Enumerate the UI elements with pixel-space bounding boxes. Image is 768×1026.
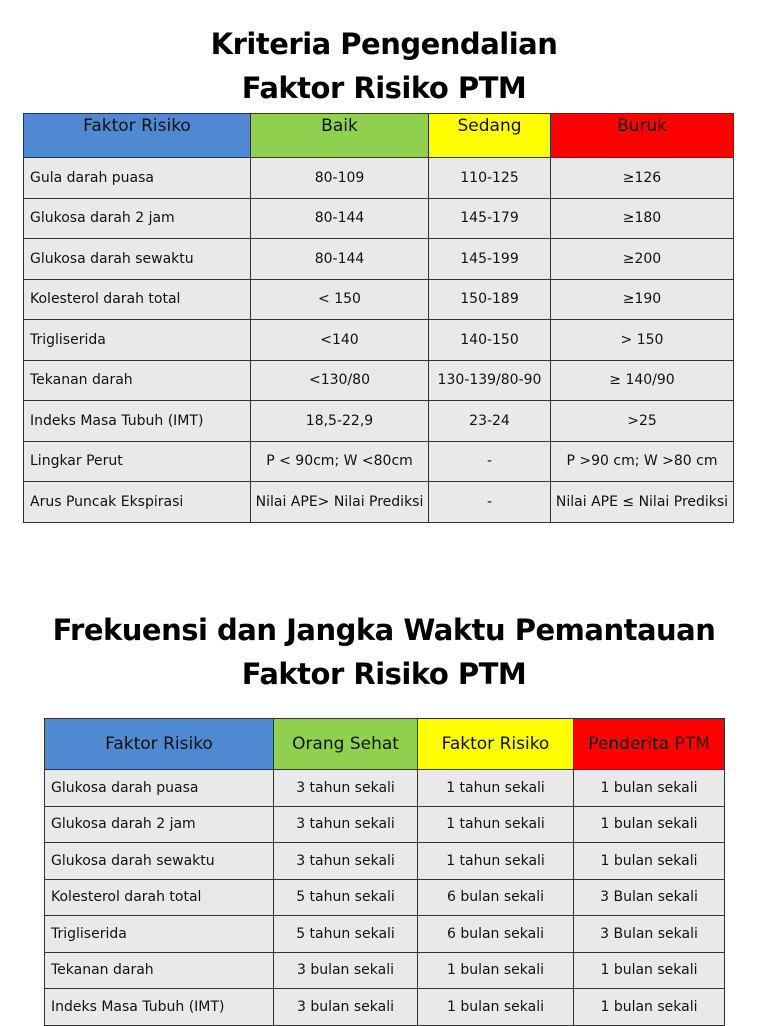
monitoring-cell-c1: 3 tahun sekali [274, 843, 418, 880]
criteria-cell-c1: < 150 [251, 279, 429, 320]
criteria-table-row [24, 320, 734, 361]
criteria-cell-c1: 80-144 [251, 239, 429, 280]
criteria-title-line2: Faktor Risiko PTM [241, 71, 527, 105]
criteria-cell-c1: <140 [251, 320, 429, 361]
monitoring-cell-c2: 1 bulan sekali [418, 952, 574, 989]
monitoring-header-at-risk: Faktor Risiko [418, 719, 574, 770]
criteria-table-row [24, 239, 734, 280]
criteria-cell-c2: 145-179 [429, 198, 551, 239]
criteria-table [23, 113, 734, 523]
monitoring-cell-factor: Glukosa darah puasa [45, 770, 274, 807]
monitoring-cell-c3: 3 Bulan sekali [574, 879, 725, 916]
criteria-cell-factor: Tekanan darah [24, 360, 251, 401]
criteria-cell-c2: 145-199 [429, 239, 551, 280]
criteria-cell-c1: Nilai APE> Nilai Prediksi [251, 482, 429, 523]
criteria-title-line1: Kriteria Pengendalian [210, 27, 558, 61]
monitoring-title-line2: Faktor Risiko PTM [241, 657, 527, 691]
criteria-cell-factor: Gula darah puasa [24, 158, 251, 199]
monitoring-cell-factor: Tekanan darah [45, 952, 274, 989]
criteria-cell-c2: 140-150 [429, 320, 551, 361]
criteria-table-row [24, 158, 734, 199]
criteria-cell-c3: ≥180 [551, 198, 734, 239]
criteria-cell-factor: Lingkar Perut [24, 441, 251, 482]
monitoring-table-row [45, 952, 725, 989]
monitoring-cell-c3: 1 bulan sekali [574, 952, 725, 989]
criteria-header-factor: Faktor Risiko [24, 114, 251, 158]
monitoring-cell-c2: 1 bulan sekali [418, 989, 574, 1026]
criteria-cell-c3: ≥190 [551, 279, 734, 320]
criteria-table-row [24, 279, 734, 320]
criteria-cell-c3: >25 [551, 401, 734, 442]
monitoring-header-row [45, 719, 725, 770]
criteria-cell-c1: 18,5-22,9 [251, 401, 429, 442]
criteria-cell-c3: > 150 [551, 320, 734, 361]
monitoring-cell-c3: 1 bulan sekali [574, 989, 725, 1026]
criteria-cell-factor: Glukosa darah 2 jam [24, 198, 251, 239]
criteria-cell-c2: - [429, 441, 551, 482]
criteria-cell-factor: Kolesterol darah total [24, 279, 251, 320]
monitoring-cell-c1: 3 tahun sekali [274, 770, 418, 807]
criteria-cell-c2: 150-189 [429, 279, 551, 320]
criteria-cell-c1: 80-144 [251, 198, 429, 239]
monitoring-cell-c2: 6 bulan sekali [418, 916, 574, 953]
monitoring-cell-c1: 3 tahun sekali [274, 806, 418, 843]
monitoring-cell-c1: 5 tahun sekali [274, 916, 418, 953]
criteria-cell-factor: Indeks Masa Tubuh (IMT) [24, 401, 251, 442]
criteria-table-row [24, 441, 734, 482]
monitoring-header-healthy: Orang Sehat [274, 719, 418, 770]
criteria-cell-c3: Nilai APE ≤ Nilai Prediksi [551, 482, 734, 523]
monitoring-header-factor: Faktor Risiko [45, 719, 274, 770]
criteria-header-medium: Sedang [429, 114, 551, 158]
monitoring-title-line1: Frekuensi dan Jangka Waktu Pemantauan [52, 613, 716, 647]
monitoring-cell-c2: 1 tahun sekali [418, 806, 574, 843]
criteria-cell-c3: ≥126 [551, 158, 734, 199]
monitoring-table-row [45, 879, 725, 916]
criteria-cell-c3: ≥200 [551, 239, 734, 280]
monitoring-cell-factor: Glukosa darah 2 jam [45, 806, 274, 843]
monitoring-table-row [45, 989, 725, 1026]
criteria-table-row [24, 482, 734, 523]
monitoring-cell-c1: 5 tahun sekali [274, 879, 418, 916]
monitoring-table-row [45, 916, 725, 953]
criteria-cell-factor: Arus Puncak Ekspirasi [24, 482, 251, 523]
criteria-cell-c2: - [429, 482, 551, 523]
monitoring-title [0, 608, 768, 696]
criteria-header-good: Baik [251, 114, 429, 158]
monitoring-cell-c1: 3 bulan sekali [274, 952, 418, 989]
criteria-cell-factor: Glukosa darah sewaktu [24, 239, 251, 280]
monitoring-table-row [45, 806, 725, 843]
monitoring-cell-c1: 3 bulan sekali [274, 989, 418, 1026]
monitoring-table [44, 718, 725, 1026]
criteria-cell-c3: P >90 cm; W >80 cm [551, 441, 734, 482]
criteria-header-bad: Buruk [551, 114, 734, 158]
monitoring-header-patient: Penderita PTM [574, 719, 725, 770]
criteria-cell-c2: 23-24 [429, 401, 551, 442]
criteria-cell-c1: <130/80 [251, 360, 429, 401]
monitoring-table-row [45, 843, 725, 880]
criteria-cell-c1: 80-109 [251, 158, 429, 199]
monitoring-cell-factor: Trigliserida [45, 916, 274, 953]
monitoring-cell-c3: 1 bulan sekali [574, 770, 725, 807]
monitoring-cell-factor: Kolesterol darah total [45, 879, 274, 916]
monitoring-table-row [45, 770, 725, 807]
monitoring-cell-factor: Glukosa darah sewaktu [45, 843, 274, 880]
monitoring-cell-c3: 3 Bulan sekali [574, 916, 725, 953]
criteria-table-row [24, 198, 734, 239]
criteria-table-row [24, 401, 734, 442]
monitoring-cell-c2: 1 tahun sekali [418, 770, 574, 807]
criteria-cell-c1: P < 90cm; W <80cm [251, 441, 429, 482]
monitoring-cell-c3: 1 bulan sekali [574, 806, 725, 843]
criteria-header-row [24, 114, 734, 158]
monitoring-cell-factor: Indeks Masa Tubuh (IMT) [45, 989, 274, 1026]
criteria-cell-c2: 130-139/80-90 [429, 360, 551, 401]
criteria-table-row [24, 360, 734, 401]
criteria-cell-c2: 110-125 [429, 158, 551, 199]
monitoring-cell-c2: 6 bulan sekali [418, 879, 574, 916]
criteria-title [0, 22, 768, 110]
monitoring-cell-c2: 1 tahun sekali [418, 843, 574, 880]
criteria-cell-c3: ≥ 140/90 [551, 360, 734, 401]
monitoring-cell-c3: 1 bulan sekali [574, 843, 725, 880]
criteria-cell-factor: Trigliserida [24, 320, 251, 361]
